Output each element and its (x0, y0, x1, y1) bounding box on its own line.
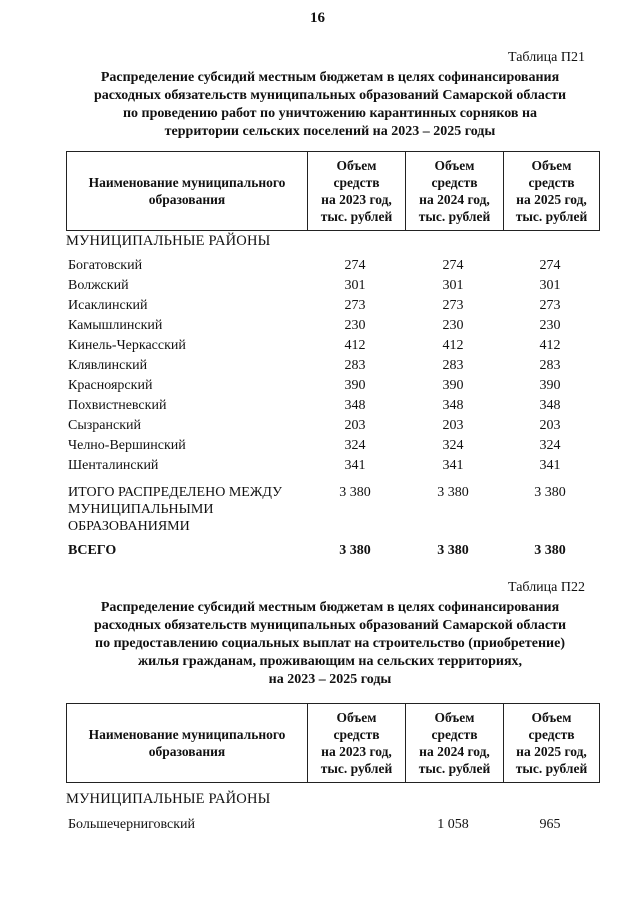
section-heading: МУНИЦИПАЛЬНЫЕ РАЙОНЫ (66, 791, 271, 807)
total-2023: 3 380 (339, 485, 371, 500)
section-heading: МУНИЦИПАЛЬНЫЕ РАЙОНЫ (66, 233, 271, 249)
table-row: Волжский 301 301 301 (68, 278, 561, 293)
table-row: Сызранский 203 203 203 (68, 418, 561, 433)
page-number: 16 (310, 10, 325, 26)
header-name: Наименование муниципального образования (88, 175, 286, 207)
header-2023: Объем средств на 2023 год, тыс. рублей (307, 704, 405, 782)
title-line: расходных обязательств муниципальных образований Самарской области (93, 618, 567, 633)
title-line: по предоставлению социальных выплат на строительство (приобретение) (95, 636, 565, 651)
table-p21-label: Таблица П21 (508, 50, 585, 65)
header-2024: Объем средств на 2024 год, тыс. рублей (405, 704, 503, 782)
title-line: территории сельских поселений на 2023 – 2025 годы (164, 124, 496, 139)
grand-total-2023: 3 380 (339, 543, 371, 558)
table-p21-header (66, 151, 600, 231)
total-label: ИТОГО РАСПРЕДЕЛЕНО МЕЖДУ МУНИЦИПАЛЬНЫМИ ОБРАЗОВАНИЯМИ (68, 485, 282, 534)
table-p21-body (66, 256, 600, 476)
table-row: Челно-Вершинский 324 324 324 (68, 438, 561, 453)
table-p22-body (66, 815, 600, 835)
table-row: Шенталинский 341 341 341 (68, 458, 561, 473)
table-p21-total-row (66, 484, 600, 535)
header-2025: Объем средств на 2025 год, тыс. рублей (503, 152, 599, 230)
total-2025: 3 380 (534, 485, 566, 500)
title-line: расходных обязательств муниципальных образований Самарской области (93, 88, 567, 103)
table-row: Большечерниговский 1 058 965 (68, 817, 561, 832)
table-row: Кинель-Черкасский 412 412 412 (68, 338, 561, 353)
table-row: Красноярский 390 390 390 (68, 378, 561, 393)
grand-total-2024: 3 380 (437, 543, 469, 558)
header-2023: Объем средств на 2023 год, тыс. рублей (307, 152, 405, 230)
header-2025: Объем средств на 2025 год, тыс. рублей (503, 704, 599, 782)
title-line: Распределение субсидий местным бюджетам в целях софинансирования (100, 600, 560, 615)
table-row: Камышлинский 230 230 230 (68, 318, 561, 333)
table-p22-title (60, 599, 600, 689)
header-2024: Объем средств на 2024 год, тыс. рублей (405, 152, 503, 230)
title-line: на 2023 – 2025 годы (268, 672, 392, 687)
table-p22-header (66, 703, 600, 783)
table-p21-grand-total-row (66, 543, 600, 559)
table-row: Богатовский 274 274 274 (68, 258, 561, 273)
table-p22-label: Таблица П22 (508, 580, 585, 595)
table-p21-title (60, 69, 600, 141)
table-row: Исаклинский 273 273 273 (68, 298, 561, 313)
grand-total-2025: 3 380 (534, 543, 566, 558)
title-line: Распределение субсидий местным бюджетам в целях софинансирования (100, 70, 560, 85)
title-line: жилья гражданам, проживающим на сельских территориях, (137, 654, 523, 669)
title-line: по проведению работ по уничтожению карантинных сорняков на (122, 106, 538, 121)
table-row: Клявлинский 283 283 283 (68, 358, 561, 373)
grand-total-label: ВСЕГО (68, 543, 117, 558)
table-row: Похвистневский 348 348 348 (68, 398, 561, 413)
total-2024: 3 380 (437, 485, 469, 500)
header-name: Наименование муниципального образования (88, 727, 286, 759)
